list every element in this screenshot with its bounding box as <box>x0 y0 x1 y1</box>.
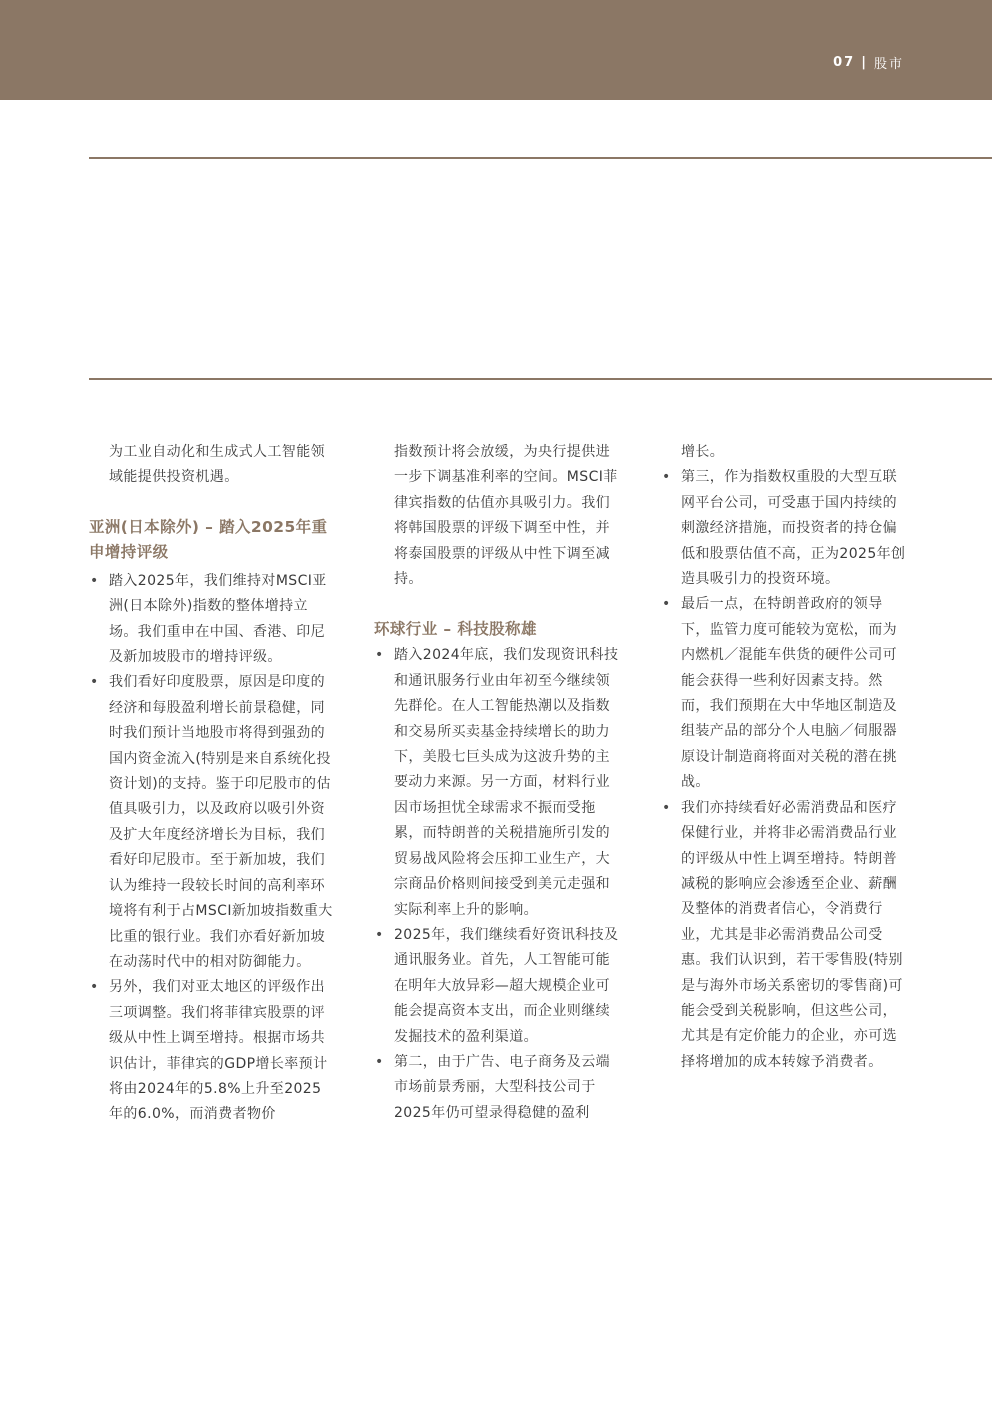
bottom-divider <box>89 378 992 380</box>
global-sector-heading: 环球行业 – 科技股称雄 <box>374 620 537 639</box>
column-2-continuation: 指数预计将会放缓，为央行提供进一步下调基准利率的空间。MSCI菲律宾指数的估值亦具吸引力。我们将韩国股票的评级下调至中性，并将泰国股票的评级从中性下调至减持。 <box>394 444 618 588</box>
bullet-item: • 我们看好印度股票，原因是印度的经济和每股盈利增长前景稳健，同时我们预计当地股市将得到强劲的国内资金流入(特别是来自系统化投资计划)的支持。鉴于印尼股市的估值具吸引力，以及政府以吸引外资及扩大年度经济增长为目标，我们看好印尼股市。至于新加坡，我们认为维持一段较长时间的高利率环境将有利于占MSCI新加坡指数重大比重的银行业。我们亦看好新加坡在动荡时代中的相对防御能力。 <box>89 670 334 975</box>
sector-bullet-list <box>374 643 619 1126</box>
top-divider <box>89 157 992 159</box>
bullet-item: • 踏入2024年底，我们发现资讯科技和通讯服务行业由年初至今继续领先群伦。在人工智能热潮以及指数和交易所买卖基金持续增长的助力下，美股七巨头成为这波升势的主要动力来源。另一方面，材料行业因市场担忧全球需求不振而受拖累，而特朗普的关税措施所引发的贸易战风险将会压抑工业生产，大宗商品价格则间接受到美元走强和实际利率上升的影响。 <box>374 643 619 922</box>
bullet-item: • 2025年，我们继续看好资讯科技及通讯服务业。首先，人工智能可能在明年大放异彩—超大规模企业可能会提高资本支出，而企业则继续发掘技术的盈利渠道。 <box>374 923 619 1050</box>
column-1 <box>89 440 334 1128</box>
header-band <box>0 0 992 100</box>
column-3-continuation: 增长。 <box>681 444 725 460</box>
column-1-continuation: 为工业自动化和生成式人工智能领域能提供投资机遇。 <box>109 444 325 486</box>
asia-bullet-list <box>89 569 334 1128</box>
page-separator: | <box>861 55 868 70</box>
column-2 <box>374 440 619 1126</box>
page-number: 07 <box>833 55 856 70</box>
bullet-item: • 我们亦持续看好必需消费品和医疗保健行业，并将非必需消费品行业的评级从中性上调至增持。特朗普减税的影响应会渗透至企业、薪酬及整体的消费者信心，令消费行业，尤其是非必需消费品公司受惠。我们认识到，若干零售股(特别是与海外市场关系密切的零售商)可能会受到关税影响，但这些公司，尤其是有定价能力的企业，亦可选择将增加的成本转嫁予消费者。 <box>661 796 906 1075</box>
sector-bullet-list-continued <box>661 465 906 1075</box>
section-title: 股市 <box>873 57 904 72</box>
bullet-item: • 另外，我们对亚太地区的评级作出三项调整。我们将菲律宾股票的评级从中性上调至增持。根据市场共识估计，菲律宾的GDP增长率预计将由2024年的5.8%上升至2025年的6.0%，而消费者物价 <box>89 975 334 1127</box>
asia-heading: 亚洲(日本除外) – 踏入2025年重申增持评级 <box>89 517 328 561</box>
bullet-item: • 踏入2025年，我们维持对MSCI亚洲(日本除外)指数的整体增持立场。我们重申在中国、香港、印尼及新加坡股市的增持评级。 <box>89 569 334 671</box>
bullet-item: • 第二，由于广告、电子商务及云端市场前景秀丽，大型科技公司于2025年仍可望录得稳健的盈利 <box>374 1050 619 1126</box>
bullet-item: • 最后一点，在特朗普政府的领导下，监管力度可能较为宽松，而为内燃机／混能车供货的硬件公司可能会获得一些利好因素支持。然而，我们预期在大中华地区制造及组装产品的部分个人电脑／伺服器原设计制造商将面对关税的潜在挑战。 <box>661 592 906 795</box>
column-3 <box>661 440 906 1075</box>
page-marker <box>833 53 904 72</box>
bullet-item: • 第三，作为指数权重股的大型互联网平台公司，可受惠于国内持续的刺激经济措施，而投资者的持仓偏低和股票估值不高，正为2025年创造具吸引力的投资环境。 <box>661 465 906 592</box>
